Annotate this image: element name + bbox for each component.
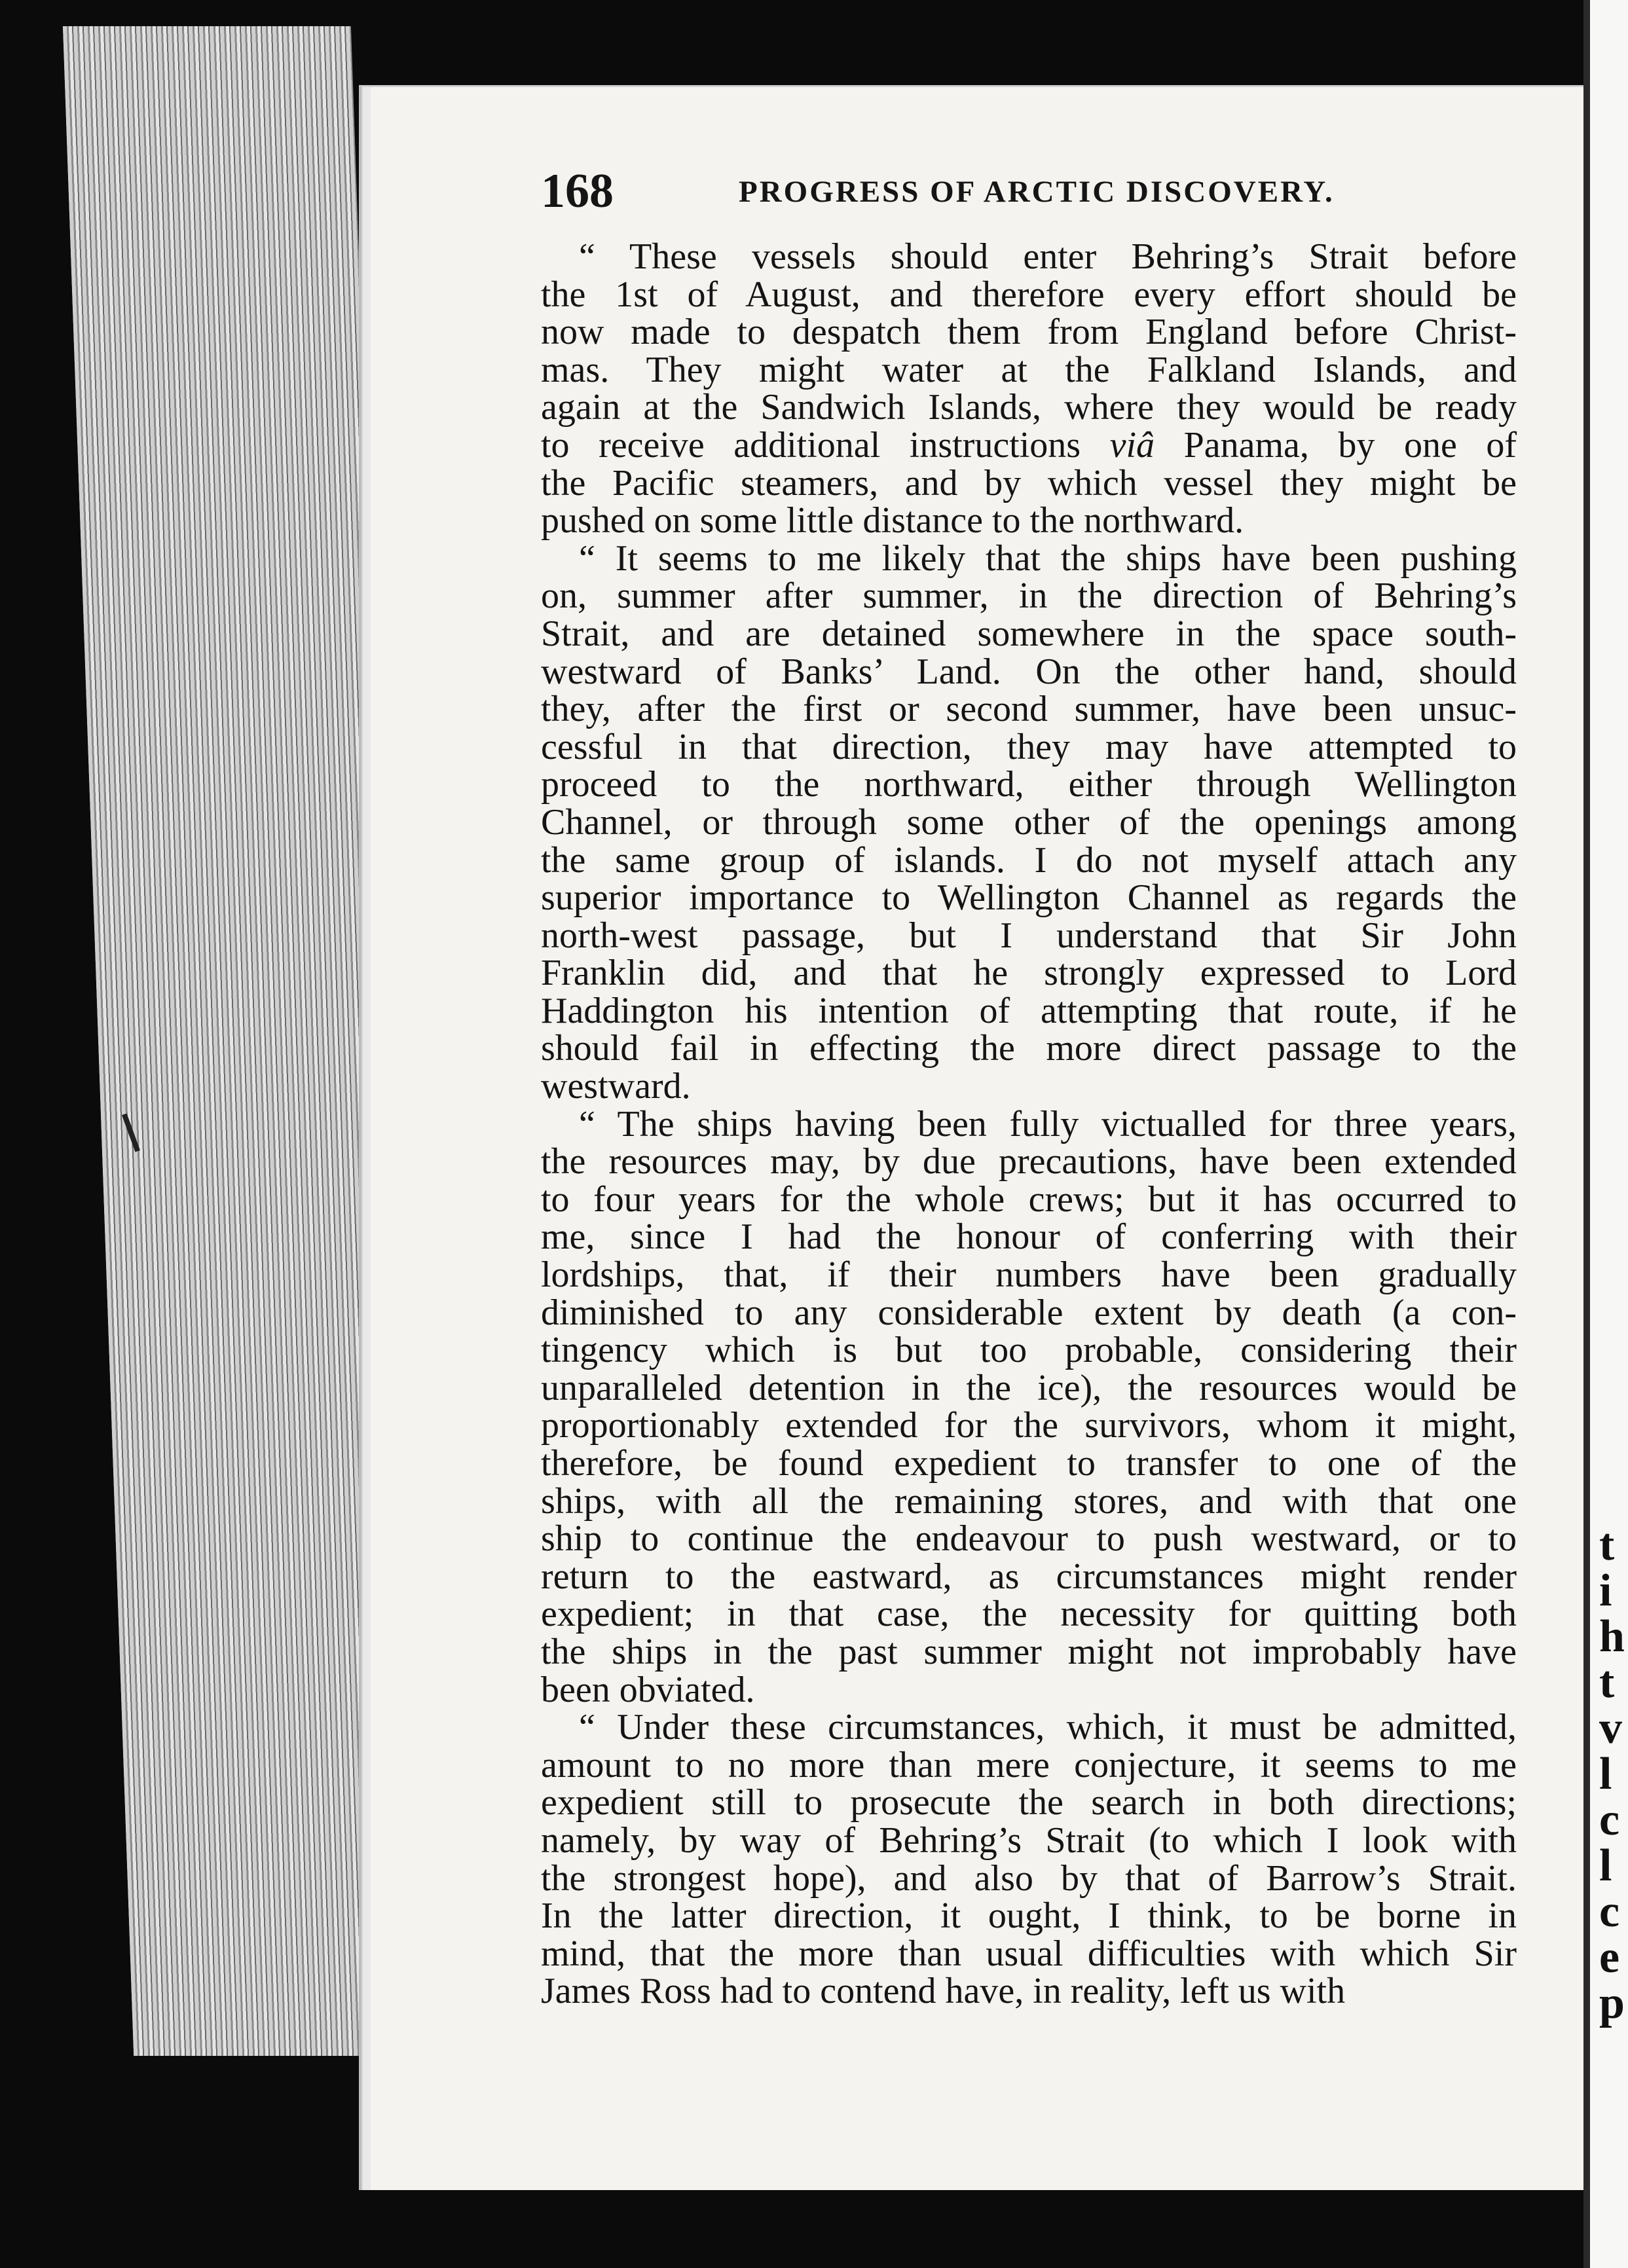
page-header xyxy=(541,164,1523,223)
next-page-fragment: p xyxy=(1599,1978,1625,2028)
text-line: ship to continue the endeavour to push westward, or to xyxy=(541,1518,1517,1560)
paragraph xyxy=(541,1103,1517,1710)
next-page-fragment: e xyxy=(1599,1932,1620,1983)
text-line: north-west passage, but I understand that Sir John xyxy=(541,915,1517,956)
text-line: expedient still to prosecute the search in both directions; xyxy=(541,1782,1517,1823)
text-line: westward of Banks’ Land. On the other hand, should xyxy=(541,651,1517,692)
text-line: the same group of islands. I do not myself attach any xyxy=(541,839,1517,881)
text-line: to receive additional instructions viâ Panama, by one of xyxy=(541,424,1517,466)
next-page-fragment: v xyxy=(1599,1703,1622,1753)
paragraph xyxy=(541,238,1517,540)
text-line: they, after the first or second summer, have been unsuc- xyxy=(541,689,1517,730)
text-line: the resources may, by due precautions, have been extended xyxy=(541,1141,1517,1182)
text-line: me, since I had the honour of conferring with their xyxy=(541,1216,1517,1258)
running-head: PROGRESS OF ARCTIC DISCOVERY. xyxy=(739,175,1335,209)
text-line: been obviated. xyxy=(541,1669,755,1710)
next-page-fragment: l xyxy=(1599,1840,1612,1891)
text-line: Haddington his intention of attempting that route, if he xyxy=(541,990,1517,1031)
text-line: the strongest hope), and also by that of Barrow’s Strait. xyxy=(541,1857,1517,1899)
page-number: 168 xyxy=(541,164,614,218)
text-line: James Ross had to contend have, in reality, left us with xyxy=(541,1971,1346,2012)
text-line: “ Under these circumstances, which, it must be admitted, xyxy=(579,1707,1517,1748)
text-line: “ The ships having been fully victualled for three years, xyxy=(579,1103,1517,1144)
text-line: now made to despatch them from England before Christ- xyxy=(541,312,1517,353)
text-line: cessful in that direction, they may have attempted to xyxy=(541,726,1517,767)
text-line: In the latter direction, it ought, I think, to be borne in xyxy=(541,1895,1517,1937)
text-line: “ It seems to me likely that the ships have been pushing xyxy=(579,538,1517,579)
text-line: pushed on some little distance to the northward. xyxy=(541,500,1244,541)
text-line: Franklin did, and that he strongly expressed to Lord xyxy=(541,953,1517,994)
text-line: to four years for the whole crews; but it has occurred to xyxy=(541,1179,1517,1220)
text-line: amount to no more than mere conjecture, it seems to me xyxy=(541,1744,1517,1785)
text-line: namely, by way of Behring’s Strait (to which I look with xyxy=(541,1820,1517,1861)
text-line: ships, with all the remaining stores, and with that one xyxy=(541,1480,1517,1522)
text-line: westward. xyxy=(541,1066,691,1107)
next-page-fragment: t xyxy=(1599,1657,1615,1708)
next-page-fragment: l xyxy=(1599,1749,1612,1799)
next-page-fragment: h xyxy=(1599,1611,1625,1662)
text-line: Channel, or through some other of the openings among xyxy=(541,801,1517,843)
text-line: tingency which is but too probable, considering their xyxy=(541,1330,1517,1371)
text-line: mind, that the more than usual difficulties with which Sir xyxy=(541,1933,1517,1974)
text-line: the Pacific steamers, and by which vessel they might be xyxy=(541,462,1517,503)
text-line: proportionably extended for the survivors, whom it might, xyxy=(541,1405,1517,1446)
next-page-fragment: t xyxy=(1599,1520,1615,1570)
text-line: “ These vessels should enter Behring’s Strait before xyxy=(579,236,1517,277)
text-line: should fail in effecting the more direct passage to the xyxy=(541,1028,1517,1069)
text-line: superior importance to Wellington Channel as regards the xyxy=(541,877,1517,919)
paragraph xyxy=(541,1709,1517,2011)
text-line: therefore, be found expedient to transfer to one of the xyxy=(541,1443,1517,1484)
text-line: mas. They might water at the Falkland Islands, and xyxy=(541,349,1517,390)
text-line: expedient; in that case, the necessity for quitting both xyxy=(541,1594,1517,1635)
next-page-edge xyxy=(1583,0,1628,2268)
text-line: proceed to the northward, either through Wellington xyxy=(541,764,1517,805)
next-page-fragment: i xyxy=(1599,1565,1612,1616)
body-text xyxy=(541,238,1517,2011)
text-line: return to the eastward, as circumstances might render xyxy=(541,1556,1517,1597)
text-line: on, summer after summer, in the direction of Behring’s xyxy=(541,576,1517,617)
text-line: again at the Sandwich Islands, where they would be ready xyxy=(541,387,1517,428)
text-line: lordships, that, if their numbers have been gradually xyxy=(541,1254,1517,1296)
text-line: diminished to any considerable extent by death (a con- xyxy=(541,1292,1517,1333)
text-line: the ships in the past summer might not improbably have xyxy=(541,1631,1517,1672)
next-page-fragment: c xyxy=(1599,1795,1620,1845)
text-line: unparalleled detention in the ice), the resources would be xyxy=(541,1367,1517,1408)
next-page-fragment: c xyxy=(1599,1886,1620,1937)
text-line: Strait, and are detained somewhere in the space south- xyxy=(541,613,1517,654)
paragraph xyxy=(541,540,1517,1106)
text-line: the 1st of August, and therefore every effort should be xyxy=(541,274,1517,315)
